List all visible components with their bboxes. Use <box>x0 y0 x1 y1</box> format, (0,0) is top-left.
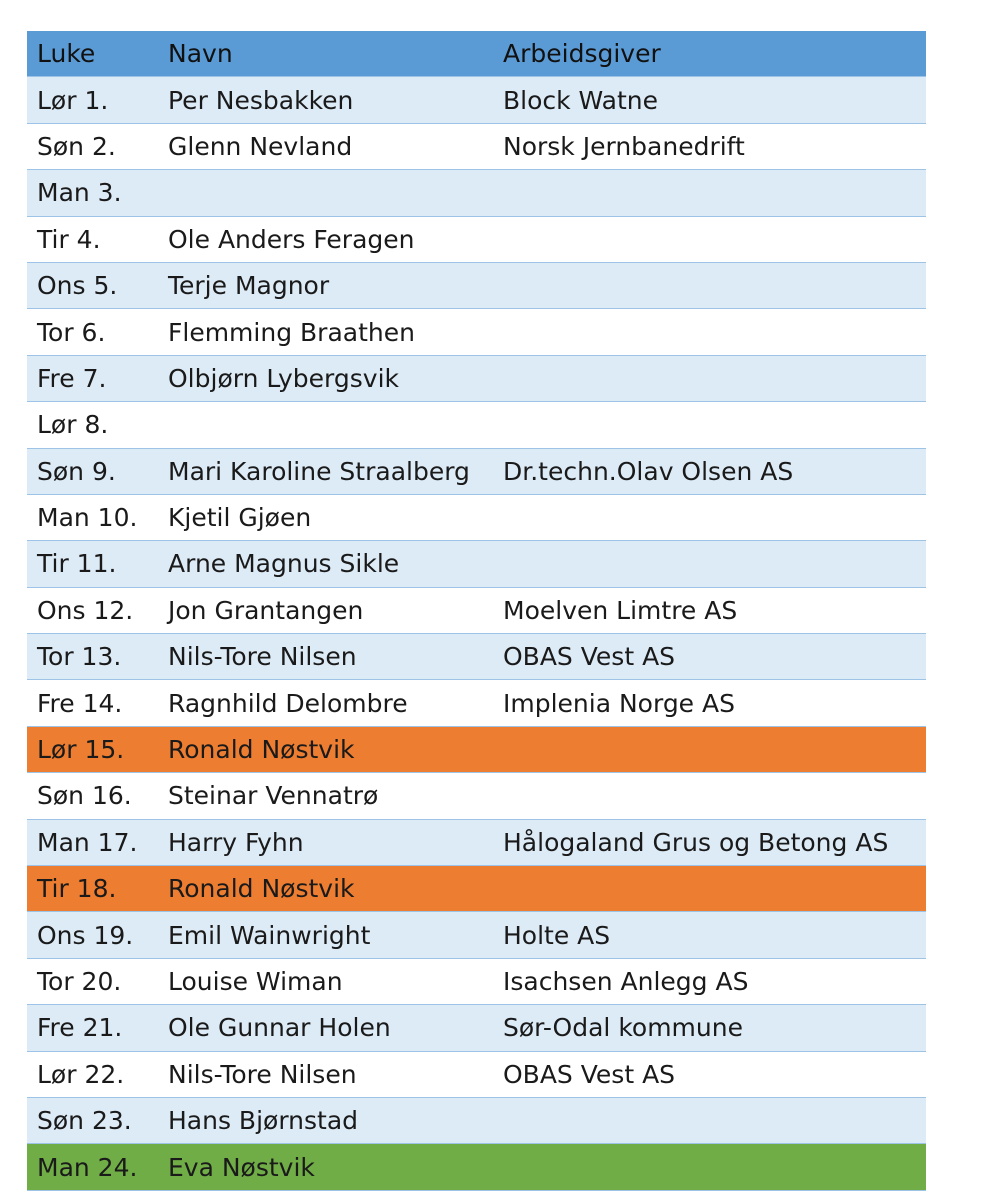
cell-luke: Ons 12. <box>37 595 134 625</box>
cell-navn: Ole Gunnar Holen <box>168 1013 391 1043</box>
cell-arbeidsgiver: Sør-Odal kommune <box>503 1013 743 1043</box>
table-row <box>27 959 926 1005</box>
cell-luke: Tor 20. <box>37 967 122 996</box>
table-row <box>27 773 926 819</box>
cell-navn: Steinar Vennatrø <box>168 781 379 811</box>
cell-arbeidsgiver: Norsk Jernbanedrift <box>503 131 745 161</box>
cell-luke: Lør 15. <box>37 735 125 765</box>
cell-navn: Eva Nøstvik <box>168 1152 315 1182</box>
table-row <box>27 217 926 263</box>
table-row <box>27 263 926 309</box>
cell-arbeidsgiver: Holte AS <box>503 920 611 950</box>
cell-arbeidsgiver: Moelven Limtre AS <box>503 595 738 625</box>
cell-luke: Søn 16. <box>37 781 132 811</box>
cell-arbeidsgiver: Hålogaland Grus og Betong AS <box>503 827 889 857</box>
cell-luke: Ons 5. <box>37 271 118 301</box>
cell-navn: Hans Bjørnstad <box>168 1106 359 1136</box>
cell-navn: Harry Fyhn <box>168 827 304 857</box>
cell-luke: Man 10. <box>37 503 138 533</box>
table-row <box>27 77 926 123</box>
cell-luke: Man 3. <box>37 178 122 208</box>
cell-navn: Ragnhild Delombre <box>168 688 408 718</box>
cell-arbeidsgiver: OBAS Vest AS <box>503 1059 676 1089</box>
cell-navn: Mari Karoline Straalberg <box>168 456 470 486</box>
table-row <box>27 541 926 587</box>
cell-arbeidsgiver: OBAS Vest AS <box>503 642 676 672</box>
cell-navn: Jon Grantangen <box>168 595 364 625</box>
table-row <box>27 402 926 448</box>
cell-navn: Ronald Nøstvik <box>168 874 355 904</box>
cell-arbeidsgiver: Isachsen Anlegg AS <box>503 967 749 996</box>
cell-luke: Fre 7. <box>37 363 107 393</box>
cell-navn: Nils-Tore Nilsen <box>168 1059 357 1089</box>
cell-luke: Ons 19. <box>37 920 134 950</box>
cell-luke: Tor 6. <box>37 317 106 347</box>
cell-luke: Tor 13. <box>37 642 122 672</box>
cell-navn: Kjetil Gjøen <box>168 503 312 533</box>
table-row <box>27 634 926 680</box>
table-row <box>27 727 926 773</box>
table-row <box>27 356 926 402</box>
cell-navn: Olbjørn Lybergsvik <box>168 363 399 393</box>
cell-luke: Tir 4. <box>37 224 101 254</box>
cell-luke: Søn 23. <box>37 1106 132 1136</box>
cell-luke: Fre 14. <box>37 688 123 718</box>
table-row <box>27 680 926 726</box>
cell-luke: Tir 11. <box>37 549 117 579</box>
cell-luke: Fre 21. <box>37 1013 123 1043</box>
table-row <box>27 820 926 866</box>
cell-navn: Arne Magnus Sikle <box>168 549 400 579</box>
cell-navn: Emil Wainwright <box>168 920 371 950</box>
table-row <box>27 1098 926 1144</box>
table-row <box>27 170 926 216</box>
cell-navn: Ole Anders Feragen <box>168 224 415 254</box>
table-row <box>27 124 926 170</box>
header-navn: Navn <box>168 39 233 69</box>
table-row <box>27 449 926 495</box>
cell-navn: Per Nesbakken <box>168 85 354 115</box>
table-row <box>27 1052 926 1098</box>
table-row <box>27 588 926 634</box>
table-row <box>27 495 926 541</box>
table-header-row <box>27 31 926 77</box>
table-row <box>27 309 926 355</box>
cell-luke: Lør 1. <box>37 85 109 115</box>
cell-arbeidsgiver: Implenia Norge AS <box>503 688 735 718</box>
calendar-table <box>27 31 926 1191</box>
cell-luke: Søn 9. <box>37 456 116 486</box>
cell-arbeidsgiver: Block Watne <box>503 85 659 115</box>
table-row <box>27 1144 926 1190</box>
cell-navn: Terje Magnor <box>168 271 330 301</box>
table-row <box>27 866 926 912</box>
cell-navn: Flemming Braathen <box>168 317 415 347</box>
cell-arbeidsgiver: Dr.techn.Olav Olsen AS <box>503 456 794 486</box>
cell-navn: Louise Wiman <box>168 967 343 996</box>
cell-luke: Søn 2. <box>37 131 116 161</box>
cell-navn: Glenn Nevland <box>168 131 353 161</box>
header-luke: Luke <box>37 39 96 69</box>
cell-luke: Lør 22. <box>37 1059 125 1089</box>
cell-luke: Man 17. <box>37 827 138 857</box>
header-arbeidsgiver: Arbeidsgiver <box>503 39 661 69</box>
cell-navn: Ronald Nøstvik <box>168 735 355 765</box>
table-row <box>27 1005 926 1051</box>
cell-luke: Man 24. <box>37 1152 138 1182</box>
cell-navn: Nils-Tore Nilsen <box>168 642 357 672</box>
table-body <box>27 77 926 1190</box>
table-row <box>27 912 926 958</box>
cell-luke: Lør 8. <box>37 410 109 440</box>
cell-luke: Tir 18. <box>37 874 117 904</box>
